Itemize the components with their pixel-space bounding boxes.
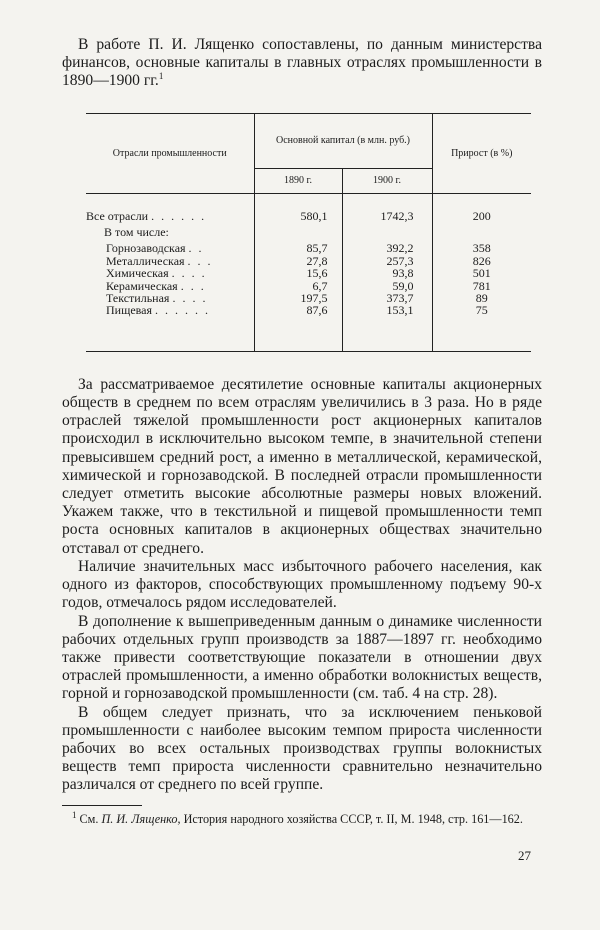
row-name: Пищевая [106,303,153,318]
paragraph: В общем следует признать, что за исключением пеньковой промышленности с наиболее высоким темпом прироста численности рабочих во всех остальных производствах группы волокнистых веществ темп прироста численности сравнительно незначительно различался от среднего по всей группе. [62,703,542,794]
cell-growth: 781 [432,280,531,292]
cell-1900: 257,3 [342,255,432,267]
cell-growth: 358 [432,242,531,254]
col-1900-header: 1900 г. [342,168,432,193]
capital-table [86,113,531,352]
paragraph: За рассматриваемое десятилетие основные капиталы акционерных обществ в среднем по всем отраслям увеличились в 3 раза. Но в ряде отраслей тяжелой промышленности рост акционерных капиталов происходил в исключительно высоком темпе, в значительной степени превысившем средний рост, а именно в металлической, керамической, химической и горнозаводской. В последней отрасли промышленности следует отметить высокие абсолютные размеры новых вложений. Укажем также, что в текстильной и пищевой промышленности темп роста основных капиталов в акционерных обществах значительно отставал от среднего. [62,375,542,557]
cell-1900: 153,1 [342,304,432,316]
row-name: Химическая [106,266,169,281]
cell-1890: 85,7 [254,242,342,254]
cell-1890: 87,6 [254,304,342,316]
cell-1890: 15,6 [254,267,342,279]
cell-growth: 75 [432,304,531,316]
cell-growth: 200 [432,210,531,222]
row-dots: . . . [180,278,206,293]
cell-growth: 826 [432,255,531,267]
cell-1900: 373,7 [342,292,432,304]
footnote-text: История народного хозяйства СССР, т. II, М. 1948, стр. 161—162. [183,811,523,826]
cell-1900: 93,8 [342,267,432,279]
row-name: Металлическая [106,253,185,268]
row-dots: . . . . [171,266,207,281]
cell-1900: 1742,3 [342,210,432,222]
cell-1890: 6,7 [254,280,342,292]
table-row [86,304,531,316]
row-name: Текстильная [106,291,170,306]
footnote-prefix: См. [79,811,99,826]
row-dots: . . . [187,253,213,268]
col-growth-header: Прирост (в %) [432,113,531,193]
cell-1890: 27,8 [254,255,342,267]
cell-growth: 89 [432,292,531,304]
intro-paragraph [62,36,542,91]
row-name: Все отрасли [86,208,149,223]
incl-label: В том числе: [104,225,169,240]
col-capital-header: Основной капитал (в млн. руб.) [254,113,432,168]
row-dots: . . . . [172,291,208,306]
paragraph: В дополнение к вышеприведенным данным о динамике численности рабочих отдельных групп производств за 1887—1897 гг. необходимо также привести соответствующие показатели в отношении двух отраслей промышленности, а именно обработки волокнистых веществ, горной и горнозаводской промышленности (см. таб. 4 на стр. 28). [62,612,542,703]
page [62,36,542,827]
body-text [62,376,542,795]
row-dots: . . . . . . [151,208,207,223]
footnote [62,809,542,827]
page-number: 27 [518,848,531,863]
footnote-mark: 1 [72,809,77,820]
cell-1900: 59,0 [342,280,432,292]
cell-1890: 197,5 [254,292,342,304]
row-dots: . . [188,241,204,256]
row-name: Керамическая [106,278,178,293]
cell-1900: 392,2 [342,242,432,254]
row-dots: . . . . . . [155,303,211,318]
footnote-author: П. И. Лященко, [101,811,181,826]
table-row-incl [86,226,531,238]
footnote-divider [62,805,142,806]
paragraph: Наличие значительных масс избыточного рабочего населения, как одного из факторов, способствующих промышленному подъему 90-х годов, отмечалось рядом исследователей. [62,557,542,612]
col-industry-header: Отрасли промышленности [86,113,254,193]
table-row-total [86,210,531,222]
row-name: Горнозаводская [106,241,186,256]
cell-1890: 580,1 [254,210,342,222]
footnote-ref: 1 [158,71,164,82]
cell-growth: 501 [432,267,531,279]
intro-text: В работе П. И. Лященко сопоставлены, по данным министерства финансов, основные капиталы в главных отраслях промышленности в 1890—1900 гг. [62,36,542,90]
col-1890-header: 1890 г. [254,168,342,193]
